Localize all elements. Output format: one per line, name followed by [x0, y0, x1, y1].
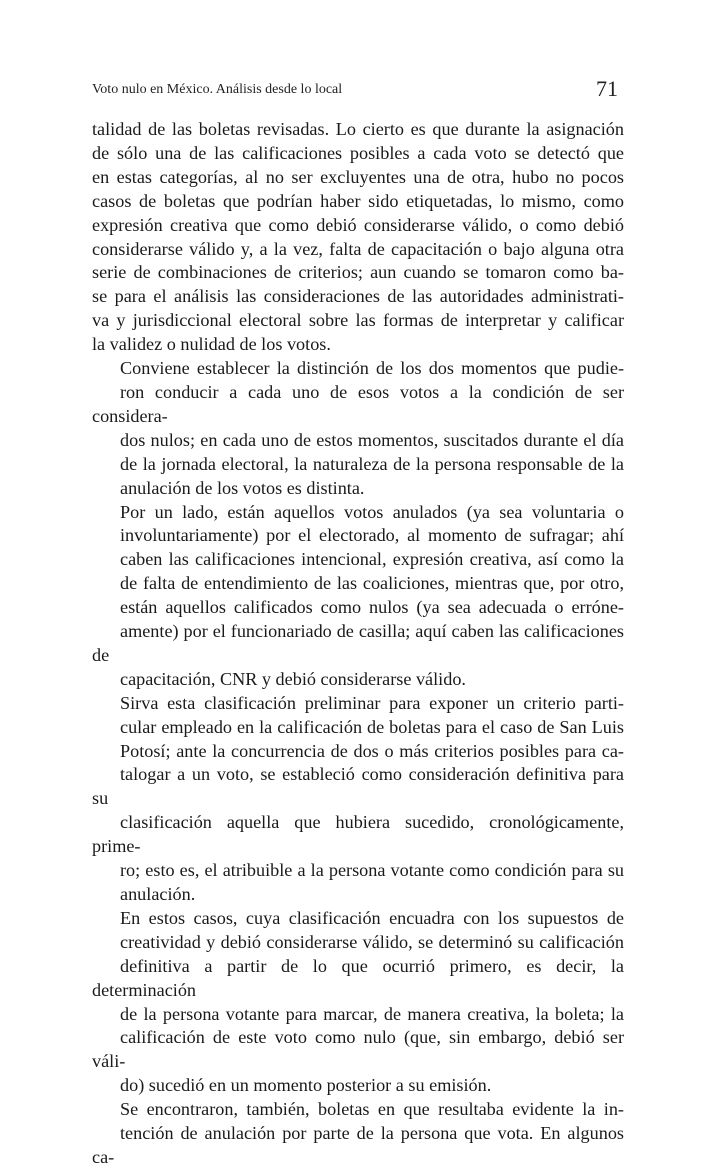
text-line: creatividad y debió considerarse válido, se determinó su calificación [120, 931, 624, 952]
text-line: anulación. [120, 884, 196, 904]
text-line: considerarse válido y, a la vez, falta de capacitación o bajo alguna otra [92, 238, 624, 259]
text-line: calificación de este voto como nulo (que, sin embargo, debió ser váli- [92, 1027, 624, 1072]
body-text [92, 118, 624, 1170]
text-line: de la jornada electoral, la naturaleza de la persona responsable de la [120, 453, 624, 474]
text-line: de falta de entendimiento de las coaliciones, mientras que, por otro, [120, 573, 624, 594]
paragraph [92, 907, 624, 1098]
text-line: de sólo una de las calificaciones posibles a cada voto se detectó que [92, 142, 624, 163]
text-line: cular empleado en la calificación de boletas para el caso de San Luis [120, 716, 624, 737]
text-line: talogar a un voto, se estableció como consideración definitiva para su [92, 764, 624, 809]
paragraph [92, 501, 624, 692]
text-line: casos de boletas que podrían haber sido etiquetadas, lo mismo, como [92, 190, 624, 211]
text-line: están aquellos calificados como nulos (ya sea adecuada o erróne- [120, 597, 624, 618]
text-line: expresión creativa que como debió considerarse válido, o como debió [92, 214, 624, 235]
text-line: en estas categorías, al no ser excluyentes una de otra, hubo no pocos [92, 166, 624, 187]
text-line: se para el análisis las consideraciones de las autoridades administrati- [92, 286, 624, 307]
text-line: capacitación, CNR y debió considerarse válido. [120, 668, 466, 689]
text-line: dos nulos; en cada uno de estos momentos, suscitados durante el día [120, 429, 624, 450]
text-line: la validez o nulidad de los votos. [92, 334, 331, 355]
text-line: Potosí; ante la concurrencia de dos o más criterios posibles para ca- [120, 740, 624, 761]
text-line: Conviene establecer la distinción de los dos momentos que pudie- [120, 358, 624, 379]
page-number: 71 [596, 76, 618, 101]
text-line: En estos casos, cuya clasificación encuadra con los supuestos de [120, 907, 624, 928]
text-line: ron conducir a cada uno de esos votos a la condición de ser considera- [92, 381, 624, 426]
text-line: de la persona votante para marcar, de manera creativa, la boleta; la [120, 1003, 624, 1024]
text-line: va y jurisdiccional electoral sobre las formas de interpretar y calificar [92, 310, 624, 331]
text-line: anulación de los votos es distinta. [120, 477, 365, 498]
text-line: Se encontraron, también, boletas en que resultaba evidente la in- [120, 1099, 624, 1120]
text-line: definitiva a partir de lo que ocurrió primero, es decir, la determinación [92, 955, 624, 1000]
text-line: Por un lado, están aquellos votos anulados (ya sea voluntaria o [120, 501, 624, 522]
paragraph [92, 1098, 624, 1170]
running-title: Voto nulo en México. Análisis desde lo local [92, 82, 343, 97]
paragraph [92, 357, 624, 500]
text-line: talidad de las boletas revisadas. Lo cierto es que durante la asignación [92, 119, 624, 139]
text-line: Sirva esta clasificación preliminar para exponer un criterio parti- [120, 692, 624, 713]
text-line: involuntariamente) por el electorado, al momento de sufragar; ahí [120, 525, 624, 546]
text-line: serie de combinaciones de criterios; aun cuando se tomaron como ba- [92, 262, 624, 283]
text-line: clasificación aquella que hubiera sucedido, cronológicamente, prime- [92, 812, 624, 857]
paragraph [92, 118, 624, 357]
text-line: tención de anulación por parte de la persona que vota. En algunos ca- [92, 1123, 624, 1167]
text-line: do) sucedió en un momento posterior a su emisión. [120, 1075, 492, 1096]
paragraph [92, 692, 624, 907]
text-line: caben las calificaciones intencional, expresión creativa, así como la [120, 549, 624, 570]
text-line: amente) por el funcionariado de casilla; aquí caben las calificaciones de [92, 621, 624, 665]
text-line: ro; esto es, el atribuible a la persona votante como condición para su [120, 860, 624, 881]
